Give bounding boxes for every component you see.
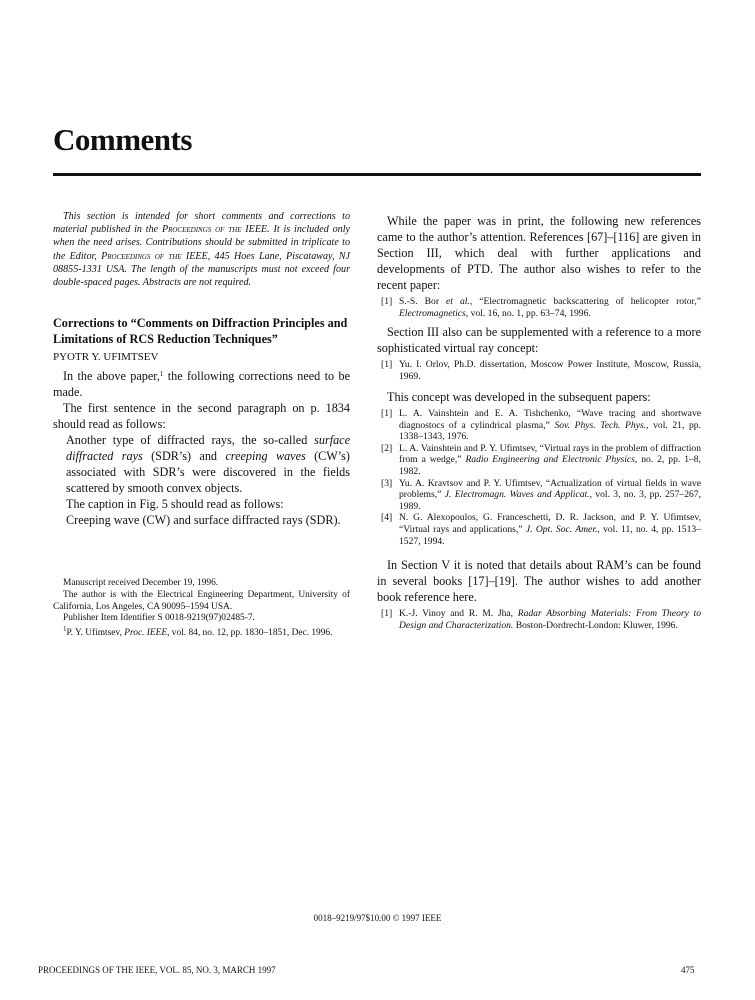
right-block-1 — [377, 213, 701, 319]
quoted-correction: Creeping wave (CW) and surface diffracted rays (SDR). — [66, 513, 341, 527]
footnote-marker: 1 — [63, 625, 67, 634]
right-block-2 — [377, 324, 701, 382]
reference-number: [4] — [381, 512, 393, 524]
reference-item — [377, 478, 701, 513]
reference-item — [377, 512, 701, 547]
emphasis: surface diffracted rays — [66, 433, 350, 463]
quoted-correction: The caption in Fig. 5 should read as follows: — [66, 497, 284, 511]
footnote-ref[interactable]: 1 — [159, 370, 164, 378]
section-intro — [53, 210, 350, 289]
article-author: PYOTR Y. UFIMTSEV — [53, 351, 159, 363]
body-paragraph: This concept was developed in the subsequent papers: — [387, 390, 651, 404]
text: , vol. 21, pp. 1338–1343, 1976. — [399, 419, 701, 443]
body-paragraph — [53, 368, 350, 400]
reference-item — [377, 408, 701, 443]
text: , vol. 84, no. 12, pp. 1830–1851, Dec. 1996. — [167, 628, 333, 639]
running-footer-journal: PROCEEDINGS OF THE IEEE, VOL. 85, NO. 3, MARCH 1997 — [38, 965, 276, 975]
text: In the above paper, — [63, 369, 160, 383]
text: L. A. Vainshtein and E. A. Tishchenko, “Wave tracing and shortwave diagnostocs of a cylindrical plasma,” — [399, 408, 701, 431]
right-block-3 — [377, 389, 701, 547]
footnote-affiliation: The author is with the Electrical Engineering Department, University of California, Los Angeles, CA 90095–1594 USA. — [53, 589, 350, 612]
article-title: Corrections to “Comments on Diffraction Principles and Limitations of RCS Reduction Techniques” — [53, 316, 348, 346]
text: (SDR’s) and — [142, 449, 226, 463]
text: , no. 2, pp. 1–8, 1982. — [399, 454, 701, 477]
reference-number: [1] — [381, 359, 393, 370]
text: Boston-Dordrecht-London: Kluwer, 1996. — [513, 619, 678, 631]
footnote-received: Manuscript received December 19, 1996. — [63, 578, 219, 588]
text: , vol. 11, no. 4, pp. 1513–1527, 1994. — [399, 523, 701, 547]
body-paragraph: The first sentence in the second paragraph on p. 1834 should read as follows: — [53, 401, 350, 431]
emphasis: creeping waves — [225, 449, 306, 463]
section-title: Comments — [53, 122, 192, 157]
body-paragraph: Section III also can be supplemented with a reference to a more sophisticated virtual ray concept: — [377, 325, 701, 355]
journal-name: Radio Engineering and Electronic Physics — [465, 454, 635, 466]
text: P. Y. Ufimtsev, — [66, 628, 125, 639]
intro-text: This section is intended for short comments and corrections to material published in the — [53, 211, 350, 236]
reference-number: [1] — [381, 296, 393, 307]
text: (CW’s) associated with SDR’s were discovered in the fields scattered by smooth convex objects. — [66, 449, 350, 495]
text: Another type of diffracted rays, the so-called — [66, 433, 315, 447]
intro-text: IEEE, 445 Hoes Lane, Piscataway, NJ 08855-1331 USA. The length of the manuscripts must not exceed four double-spaced pages. Abstracts are not required. — [53, 250, 350, 289]
text: the following corrections need to be made. — [53, 369, 350, 399]
text: S.-S. Bor — [399, 296, 447, 307]
reference-item — [377, 608, 701, 631]
text: K.-J. Vinoy and R. M. Jha, — [399, 608, 518, 619]
right-block-4 — [377, 557, 701, 631]
journal-name: Sov. Phys. Tech. Phys. — [554, 419, 647, 431]
reference-item — [377, 443, 701, 478]
text: , vol. 16, no. 1, pp. 63–74, 1996. — [465, 307, 591, 319]
emphasis: et al. — [446, 296, 470, 307]
text: N. G. Alexopoulos, G. Franceschetti, D. R. Jackson, and P. Y. Ufimtsev, “Virtual rays and applications,” — [399, 512, 701, 535]
reference-item — [377, 296, 701, 319]
text: Yu. I. Orlov, Ph.D. dissertation, Moscow Power Institute, Moscow, Russia, 1969. — [399, 359, 701, 382]
reference-item — [377, 359, 701, 382]
title-rule — [53, 173, 701, 176]
intro-text: IEEE. It is included only when the need arises. Contributions should be submitted in triplicate to the Editor, — [53, 224, 350, 262]
reference-number: [2] — [381, 442, 393, 454]
reference-number: [1] — [381, 608, 393, 619]
journal-name: J. Electromagn. Waves and Applicat. — [444, 489, 590, 501]
text: , “Electromagnetic backscattering of helicopter rotor,” — [469, 296, 701, 307]
book-title: Radar Absorbing Materials: From Theory to Design and Characterization. — [399, 608, 701, 631]
text: Yu. A. Kravtsov and P. Y. Ufimtsev, “Actualization of virtual fields in wave problems,” — [399, 477, 701, 501]
page-number: 475 — [681, 965, 695, 975]
journal-name: Electromagnetics — [399, 307, 466, 319]
journal-name: J. Opt. Soc. Amer. — [525, 523, 598, 535]
article-body — [53, 368, 350, 528]
body-paragraph: While the paper was in print, the following new references came to the author’s attention. References [67]–[116] are given in Section III, which deal with further applications and developments of PTD. The author also wishes to refer to the recent paper: — [377, 214, 701, 292]
text: L. A. Vainshtein and P. Y. Ufimtsev, “Virtual rays in the problem of diffraction from a wedge,” — [399, 442, 701, 466]
text: , vol. 3, no. 3, pp. 257–267, 1989. — [399, 489, 701, 512]
journal-name: Proceedings of the — [161, 224, 242, 236]
journal-name: Proc. IEEE — [124, 628, 168, 639]
footnote-pii: Publisher Item Identifier S 0018-9219(97)02485-7. — [63, 613, 255, 624]
journal-name: Proceedings of the — [101, 250, 182, 262]
body-paragraph: In Section V it is noted that details about RAM’s can be found in several books [17]–[19]. The author wishes to add another book reference here. — [377, 558, 701, 604]
copyright-line: 0018–9219/97$10.00 © 1997 IEEE — [313, 913, 442, 923]
reference-number: [1] — [381, 408, 393, 419]
footnote-1 — [53, 625, 350, 640]
footnotes — [53, 578, 350, 640]
quoted-correction — [66, 432, 350, 496]
reference-number: [3] — [381, 477, 393, 489]
